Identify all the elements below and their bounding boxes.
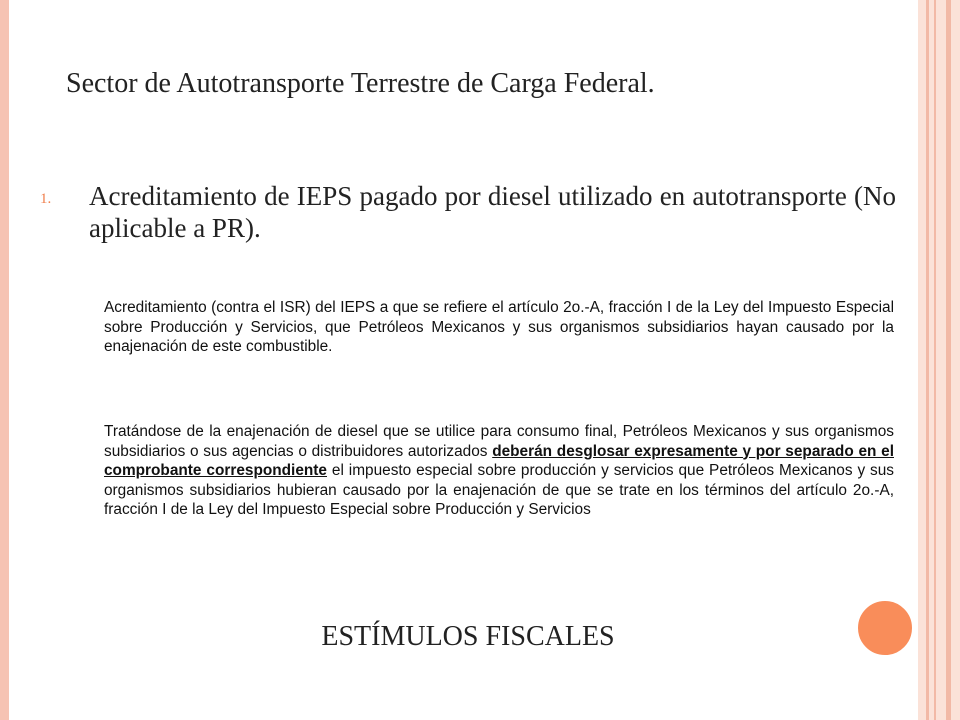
right-border-stripe (926, 0, 929, 720)
right-border-stripe (946, 0, 951, 720)
right-border-stripe (934, 0, 936, 720)
right-border-decoration (918, 0, 960, 720)
numbered-list-item (40, 180, 896, 244)
slide-title: Sector de Autotransporte Terrestre de Carga Federal. (66, 68, 655, 99)
emphasized-text: deberán desglosar expresamente y por separado en el comprobante correspondiente (104, 442, 894, 479)
paragraph-enajenacion (104, 422, 894, 520)
list-item-text: Acreditamiento de IEPS pagado por diesel utilizado en autotransporte (No aplicable a PR). (89, 181, 896, 243)
paragraph-acreditamiento: Acreditamiento (contra el ISR) del IEPS a que se refiere el artículo 2o.-A, fracción I de la Ley del Impuesto Especial sobre Producción y Servicios, que Petróleos Mexicanos y sus organismos subsidiarios hayan causado por la enajenación de este combustible. (104, 299, 894, 355)
footer-title: ESTÍMULOS FISCALES (321, 621, 615, 652)
list-item-number: 1. (40, 191, 52, 207)
left-border-decoration (0, 0, 9, 720)
paragraph-text: el impuesto especial sobre producción y servicios que Petróleos Mexicanos y sus organismos subsidiarios hubieran causado por la enajenación de que se trate en los términos del artículo 2o.-A, fracción I de la Ley del Impuesto Especial sobre Producción y Servicios (104, 462, 894, 518)
paragraph-text: Tratándose de la enajenación de diesel que se utilice para consumo final, Petróleos Mexicanos y sus organismos subsidiarios o sus agencias o distribuidores autorizados (104, 423, 894, 460)
